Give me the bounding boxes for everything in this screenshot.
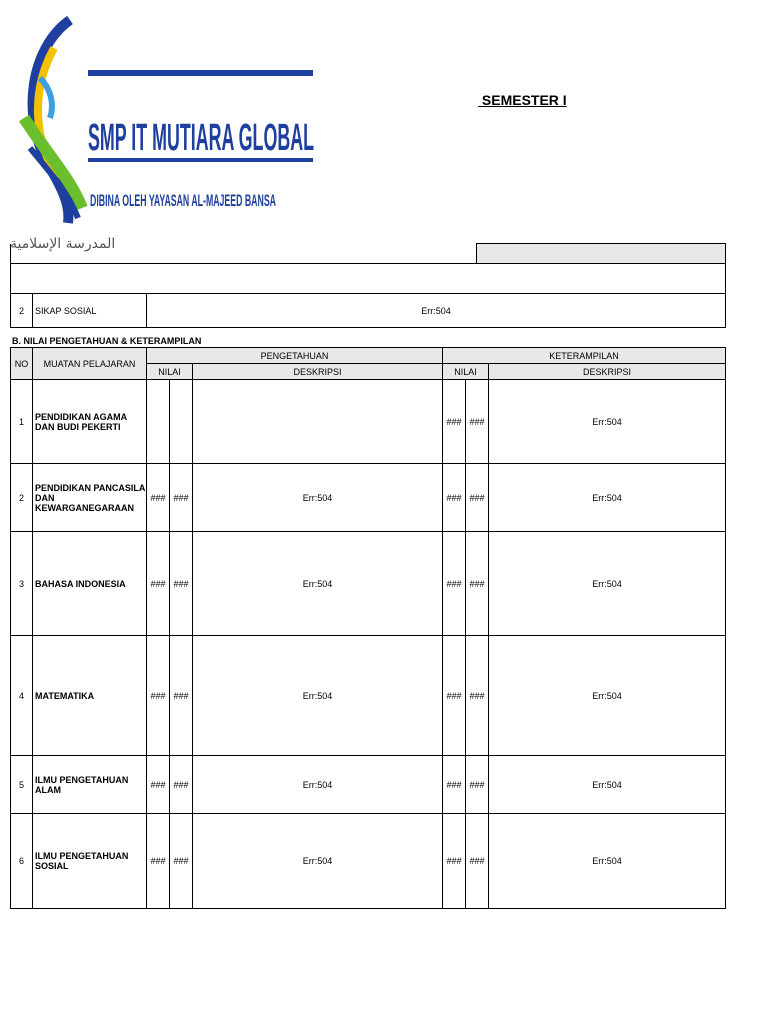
skills-predicate: ### xyxy=(466,814,489,909)
section-b-title: B. NILAI PENGETAHUAN & KETERAMPILAN xyxy=(12,336,202,346)
row-number: 5 xyxy=(11,756,33,814)
knowledge-score: ### xyxy=(147,756,170,814)
subject-name: ILMU PENGETAHUAN ALAM xyxy=(33,756,147,814)
skills-description: Err:504 xyxy=(489,532,726,636)
table-row xyxy=(11,814,726,909)
knowledge-score: ### xyxy=(147,814,170,909)
header-skills: KETERAMPILAN xyxy=(443,348,726,364)
skills-description: Err:504 xyxy=(489,380,726,464)
attitude-label: SIKAP SOSIAL xyxy=(33,294,147,328)
skills-predicate: ### xyxy=(466,532,489,636)
row-number: 6 xyxy=(11,814,33,909)
header-skills-description: DESKRIPSI xyxy=(489,364,726,380)
knowledge-predicate xyxy=(170,380,193,464)
knowledge-predicate: ### xyxy=(170,532,193,636)
table-row xyxy=(11,380,726,464)
knowledge-score: ### xyxy=(147,464,170,532)
knowledge-predicate: ### xyxy=(170,464,193,532)
knowledge-score: ### xyxy=(147,532,170,636)
skills-predicate: ### xyxy=(466,380,489,464)
header-subject: MUATAN PELAJARAN xyxy=(33,348,147,380)
knowledge-score xyxy=(147,380,170,464)
knowledge-description: Err:504 xyxy=(193,814,443,909)
attitude-value: Err:504 xyxy=(147,294,726,328)
knowledge-description: Err:504 xyxy=(193,756,443,814)
school-name: SMP IT MUTIARA GLOBAL xyxy=(88,117,314,159)
subject-name: PENDIDIKAN PANCASILA DAN KEWARGANEGARAAN xyxy=(33,464,147,532)
subject-name: PENDIDIKAN AGAMA DAN BUDI PEKERTI xyxy=(33,380,147,464)
grades-table xyxy=(10,347,726,909)
subject-name: BAHASA INDONESIA xyxy=(33,532,147,636)
attitude-blank-cell xyxy=(11,244,477,264)
skills-score: ### xyxy=(443,380,466,464)
row-number: 4 xyxy=(11,636,33,756)
skills-score: ### xyxy=(443,814,466,909)
header-skills-score: NILAI xyxy=(443,364,489,380)
row-number: 2 xyxy=(11,464,33,532)
knowledge-description: Err:504 xyxy=(193,532,443,636)
table-row xyxy=(11,532,726,636)
skills-score: ### xyxy=(443,636,466,756)
skills-predicate: ### xyxy=(466,464,489,532)
subject-name: MATEMATIKA xyxy=(33,636,147,756)
subject-name: ILMU PENGETAHUAN SOSIAL xyxy=(33,814,147,909)
table-row xyxy=(11,464,726,532)
skills-predicate: ### xyxy=(466,756,489,814)
school-logo xyxy=(10,8,320,270)
table-row xyxy=(11,294,726,328)
row-number: 1 xyxy=(11,380,33,464)
arabic-line: المدرسة الإسلامية xyxy=(10,236,116,252)
skills-score: ### xyxy=(443,464,466,532)
skills-description: Err:504 xyxy=(489,756,726,814)
knowledge-description: Err:504 xyxy=(193,464,443,532)
table-row xyxy=(11,756,726,814)
header-knowledge-score: NILAI xyxy=(147,364,193,380)
attitude-blank-row xyxy=(11,264,726,294)
skills-description: Err:504 xyxy=(489,636,726,756)
foundation-line: DIBINA OLEH YAYASAN AL-MAJEED BANSA xyxy=(90,191,276,210)
header-knowledge-description: DESKRIPSI xyxy=(193,364,443,380)
knowledge-score: ### xyxy=(147,636,170,756)
row-number: 2 xyxy=(11,294,33,328)
header-no: NO xyxy=(11,348,33,380)
skills-predicate: ### xyxy=(466,636,489,756)
skills-description: Err:504 xyxy=(489,464,726,532)
skills-score: ### xyxy=(443,756,466,814)
skills-score: ### xyxy=(443,532,466,636)
skills-description: Err:504 xyxy=(489,814,726,909)
knowledge-predicate: ### xyxy=(170,636,193,756)
knowledge-predicate: ### xyxy=(170,756,193,814)
table-row xyxy=(11,636,726,756)
knowledge-description: Err:504 xyxy=(193,636,443,756)
row-number: 3 xyxy=(11,532,33,636)
knowledge-predicate: ### xyxy=(170,814,193,909)
attitude-header-cell xyxy=(477,244,726,264)
knowledge-description xyxy=(193,380,443,464)
semester-title: SEMESTER I xyxy=(478,92,567,108)
header-knowledge: PENGETAHUAN xyxy=(147,348,443,364)
attitude-table xyxy=(10,243,726,328)
